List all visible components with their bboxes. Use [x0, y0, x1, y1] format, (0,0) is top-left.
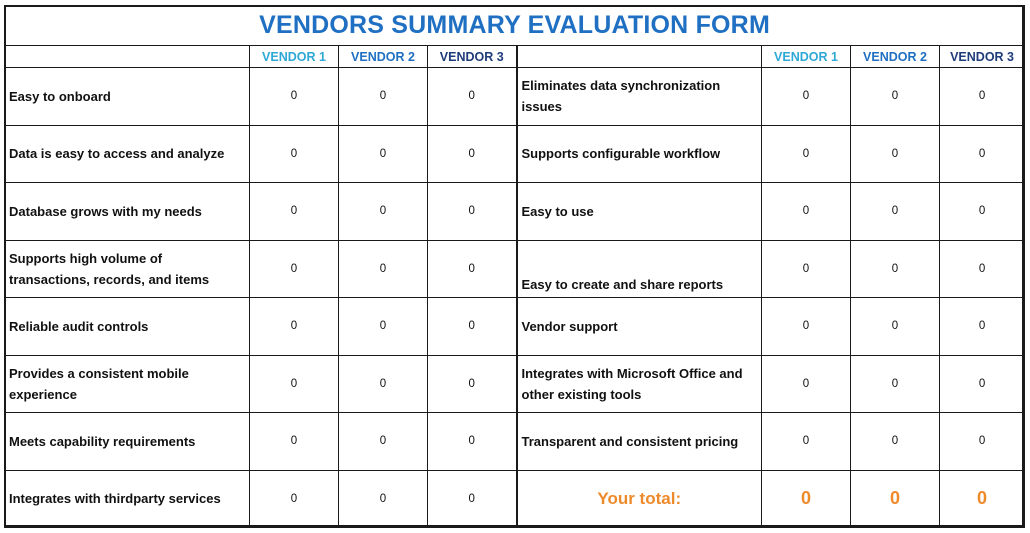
left-score-vendor-1[interactable]: 0: [250, 183, 339, 241]
right-criterion-label: Easy to use: [517, 183, 762, 241]
left-vendor-2-header: VENDOR 2: [339, 46, 428, 68]
left-score-vendor-2[interactable]: 0: [339, 125, 428, 183]
right-score-vendor-3[interactable]: 0: [940, 183, 1025, 241]
right-score-vendor-1[interactable]: 0: [762, 413, 851, 471]
left-score-vendor-1[interactable]: 0: [250, 413, 339, 471]
left-score-vendor-3[interactable]: 0: [428, 355, 517, 413]
right-score-vendor-1[interactable]: 0: [762, 355, 851, 413]
right-score-vendor-3[interactable]: 0: [940, 298, 1025, 356]
right-score-vendor-2[interactable]: 0: [851, 355, 940, 413]
right-score-vendor-2[interactable]: 0: [851, 125, 940, 183]
left-score-vendor-3[interactable]: 0: [428, 413, 517, 471]
left-vendor-3-header: VENDOR 3: [428, 46, 517, 68]
total-vendor-2: 0: [851, 470, 940, 528]
right-vendor-1-header: VENDOR 1: [762, 46, 851, 68]
right-score-vendor-2[interactable]: 0: [851, 183, 940, 241]
left-score-vendor-1[interactable]: 0: [250, 355, 339, 413]
form-title: VENDORS SUMMARY EVALUATION FORM: [5, 6, 1025, 46]
left-score-vendor-1[interactable]: 0: [250, 298, 339, 356]
left-score-vendor-2[interactable]: 0: [339, 183, 428, 241]
left-score-vendor-1[interactable]: 0: [250, 68, 339, 126]
left-score-vendor-2[interactable]: 0: [339, 470, 428, 528]
left-score-vendor-3[interactable]: 0: [428, 298, 517, 356]
right-criterion-label: Transparent and consistent pricing: [517, 413, 762, 471]
left-criterion-label: Reliable audit controls: [5, 298, 250, 356]
right-score-vendor-1[interactable]: 0: [762, 68, 851, 126]
right-score-vendor-1[interactable]: 0: [762, 298, 851, 356]
total-vendor-1: 0: [762, 470, 851, 528]
left-score-vendor-2[interactable]: 0: [339, 240, 428, 298]
right-score-vendor-2[interactable]: 0: [851, 68, 940, 126]
right-vendor-2-header: VENDOR 2: [851, 46, 940, 68]
right-score-vendor-1[interactable]: 0: [762, 183, 851, 241]
left-score-vendor-1[interactable]: 0: [250, 470, 339, 528]
right-criterion-label: Vendor support: [517, 298, 762, 356]
left-criterion-label: Supports high volume of transactions, records, and items: [5, 240, 250, 298]
left-criterion-label: Meets capability requirements: [5, 413, 250, 471]
left-score-vendor-3[interactable]: 0: [428, 240, 517, 298]
left-score-vendor-3[interactable]: 0: [428, 68, 517, 126]
right-score-vendor-3[interactable]: 0: [940, 68, 1025, 126]
form-outer-border: [4, 5, 1024, 527]
right-score-vendor-1[interactable]: 0: [762, 125, 851, 183]
left-criterion-label: Integrates with thirdparty services: [5, 470, 250, 528]
left-score-vendor-2[interactable]: 0: [339, 355, 428, 413]
left-score-vendor-1[interactable]: 0: [250, 240, 339, 298]
right-score-vendor-3[interactable]: 0: [940, 355, 1025, 413]
left-criterion-label: Provides a consistent mobile experience: [5, 355, 250, 413]
left-criterion-label: Easy to onboard: [5, 68, 250, 126]
right-score-vendor-2[interactable]: 0: [851, 240, 940, 298]
right-score-vendor-3[interactable]: 0: [940, 125, 1025, 183]
right-criterion-label: Integrates with Microsoft Office and other existing tools: [517, 355, 762, 413]
right-vendor-3-header: VENDOR 3: [940, 46, 1025, 68]
right-criterion-label: Easy to create and share reports: [517, 240, 762, 298]
left-score-vendor-3[interactable]: 0: [428, 125, 517, 183]
left-score-vendor-2[interactable]: 0: [339, 298, 428, 356]
left-score-vendor-2[interactable]: 0: [339, 413, 428, 471]
left-vendor-1-header: VENDOR 1: [250, 46, 339, 68]
right-criterion-label: Eliminates data synchronization issues: [517, 68, 762, 126]
right-score-vendor-3[interactable]: 0: [940, 240, 1025, 298]
left-criterion-label: Database grows with my needs: [5, 183, 250, 241]
left-score-vendor-3[interactable]: 0: [428, 183, 517, 241]
left-score-vendor-2[interactable]: 0: [339, 68, 428, 126]
right-score-vendor-2[interactable]: 0: [851, 298, 940, 356]
right-criterion-label: Supports configurable workflow: [517, 125, 762, 183]
right-score-vendor-1[interactable]: 0: [762, 240, 851, 298]
left-score-vendor-1[interactable]: 0: [250, 125, 339, 183]
left-score-vendor-3[interactable]: 0: [428, 470, 517, 528]
right-score-vendor-3[interactable]: 0: [940, 413, 1025, 471]
left-criterion-label: Data is easy to access and analyze: [5, 125, 250, 183]
right-score-vendor-2[interactable]: 0: [851, 413, 940, 471]
total-label: Your total:: [517, 470, 762, 528]
total-vendor-3: 0: [940, 470, 1025, 528]
